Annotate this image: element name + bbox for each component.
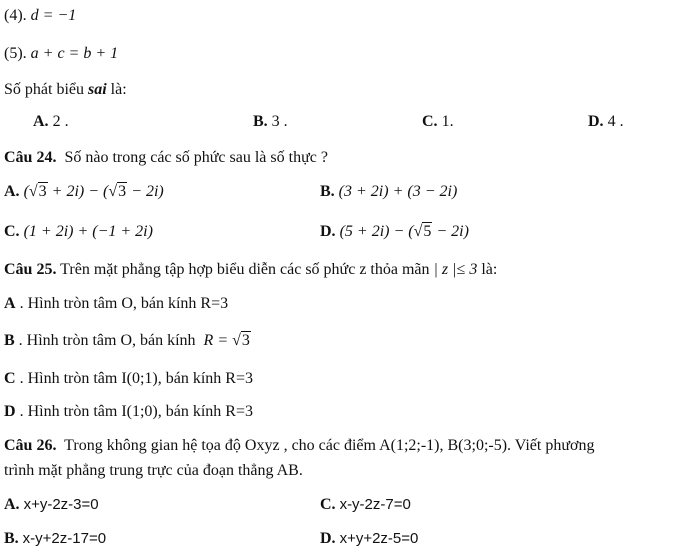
q24-option-d[interactable]: D. (5 + 2i) − (√5 − 2i): [320, 223, 469, 240]
q25-option-d[interactable]: D . Hình tròn tâm I(1;0), bán kính R=3: [4, 403, 253, 420]
q25-option-b[interactable]: B . Hình tròn tâm O, bán kính R = √3: [4, 332, 250, 349]
q26-option-b[interactable]: B. x-y+2z-17=0: [4, 530, 107, 547]
prev-option-c[interactable]: C. 1.: [422, 113, 454, 130]
q26-option-c[interactable]: C. x-y-2z-7=0: [320, 496, 411, 513]
question-25: Câu 25. Trên mặt phẳng tập hợp biểu diễn các số phức z thỏa mãn | z |≤ 3 là:: [4, 261, 498, 278]
sqrt-symbol: √3: [28, 183, 47, 200]
q26-option-d[interactable]: D. x+y+2z-5=0: [320, 530, 419, 547]
question-24: Câu 24. Số nào trong các số phức sau là số thực ?: [4, 149, 328, 166]
q25-option-a[interactable]: A . Hình tròn tâm O, bán kính R=3: [4, 295, 229, 312]
prev-option-d[interactable]: D. 4 .: [588, 113, 624, 130]
q24-option-b[interactable]: B. (3 + 2i) + (3 − 2i): [320, 183, 458, 200]
prev-option-b[interactable]: B. 3 .: [253, 113, 288, 130]
statement-4: (4). d = −1: [4, 7, 77, 24]
sqrt-symbol: √3: [108, 183, 127, 200]
sqrt-symbol: √3: [232, 332, 250, 349]
question-26-line2: trình mặt phẳng trung trực của đoạn thẳng AB.: [4, 462, 303, 479]
question-26: Câu 26. Trong không gian hệ tọa độ Oxyz , cho các điểm A(1;2;-1), B(3;0;-5). Viết phương: [4, 437, 595, 454]
sqrt-symbol: √5: [413, 223, 432, 240]
q25-option-c[interactable]: C . Hình tròn tâm I(0;1), bán kính R=3: [4, 370, 253, 387]
q26-option-a[interactable]: A. x+y-2z-3=0: [4, 496, 99, 513]
q24-option-c[interactable]: C. (1 + 2i) + (−1 + 2i): [4, 223, 153, 240]
prev-option-a[interactable]: A. 2 .: [33, 113, 69, 130]
statement-5: (5). a + c = b + 1: [4, 45, 119, 62]
q24-option-a[interactable]: A. (√3 + 2i) − (√3 − 2i): [4, 183, 164, 200]
prev-question-prompt: Số phát biểu sai là:: [4, 81, 127, 98]
